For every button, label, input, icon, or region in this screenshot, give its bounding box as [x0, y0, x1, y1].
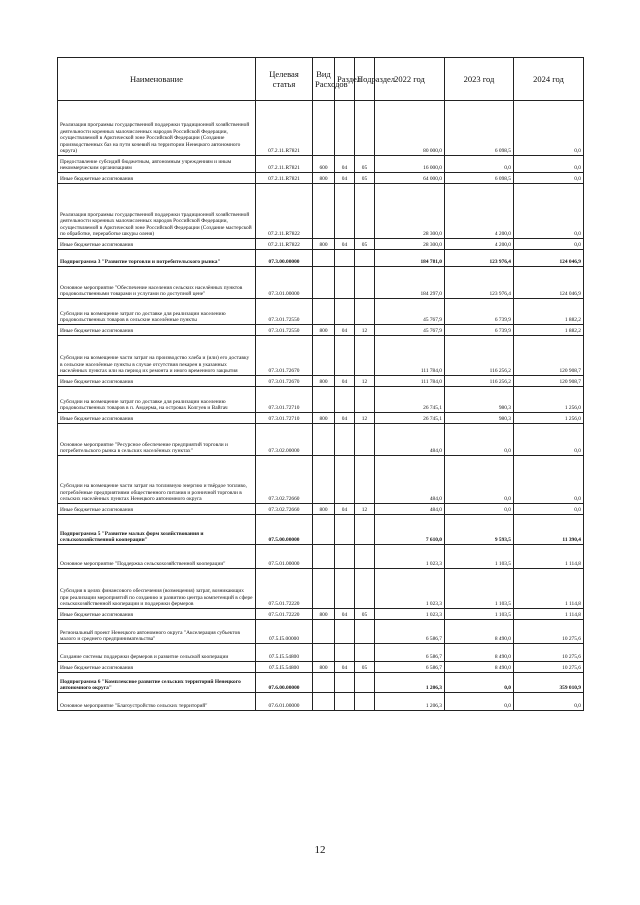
- table-row: [58, 693, 584, 711]
- cell-target: 07.5.01.72220: [256, 609, 313, 620]
- cell-2024: 0,0: [514, 101, 584, 156]
- cell-subsection: [355, 569, 375, 609]
- cell-name: Реализация программы государственной поддержки традиционной хозяйственной деятельности коренных малочисленных народов Российской Федерации, осуществляемой в Арктической зоне Российской Федерации (Создание производственных баз на пути кочевий на территории Ненецкого автономного округа): [58, 101, 256, 156]
- cell-name: Основное мероприятие "Благоустройство сельских территорий": [58, 693, 256, 711]
- cell-subsection: [355, 515, 375, 545]
- cell-kind: [313, 387, 335, 413]
- cell-section: 04: [335, 662, 355, 673]
- table-body: [58, 101, 584, 711]
- cell-subsection: 12: [355, 413, 375, 424]
- cell-subsection: 05: [355, 609, 375, 620]
- table-row: [58, 325, 584, 336]
- cell-2024: 11 390,4: [514, 515, 584, 545]
- cell-2024: 0,0: [514, 239, 584, 250]
- cell-section: [335, 184, 355, 239]
- cell-2023: 980,3: [445, 413, 514, 424]
- cell-name: Иные бюджетные ассигнования: [58, 609, 256, 620]
- cell-2023: 1 103,5: [445, 569, 514, 609]
- cell-2022: 484,0: [375, 504, 445, 515]
- cell-kind: [313, 456, 335, 504]
- cell-2024: 10 275,6: [514, 644, 584, 662]
- cell-subsection: [355, 299, 375, 325]
- cell-name: Иные бюджетные ассигнования: [58, 504, 256, 515]
- cell-section: 04: [335, 239, 355, 250]
- cell-subsection: 05: [355, 239, 375, 250]
- cell-2023: 123 976,4: [445, 250, 514, 267]
- cell-name: Иные бюджетные ассигнования: [58, 413, 256, 424]
- cell-section: 04: [335, 156, 355, 173]
- cell-2023: 123 976,4: [445, 267, 514, 299]
- cell-name: Иные бюджетные ассигнования: [58, 173, 256, 184]
- cell-target: 07.3.01.72670: [256, 336, 313, 376]
- cell-kind: [313, 250, 335, 267]
- cell-2023: 8 490,0: [445, 644, 514, 662]
- cell-kind: [313, 101, 335, 156]
- cell-name: Основное мероприятие "Поддержка сельскохозяйственной кооперации": [58, 545, 256, 569]
- cell-name: Субсидии на возмещение затрат по доставке для реализации населению продовольственных товаров в сельские населённые пункты: [58, 299, 256, 325]
- cell-kind: [313, 693, 335, 711]
- cell-2024: 1 114,8: [514, 569, 584, 609]
- cell-2022: 1 206,3: [375, 673, 445, 693]
- cell-subsection: [355, 673, 375, 693]
- cell-kind: 800: [313, 662, 335, 673]
- cell-section: 04: [335, 173, 355, 184]
- cell-2023: 8 490,0: [445, 662, 514, 673]
- budget-table-page: [57, 57, 583, 711]
- header-subsection: Подраздел: [355, 58, 375, 101]
- cell-2023: 6 739,9: [445, 299, 514, 325]
- cell-target: 07.3.01.72670: [256, 376, 313, 387]
- cell-target: 07.5.I5.54800: [256, 662, 313, 673]
- table-row: [58, 267, 584, 299]
- cell-target: 07.3.01.72550: [256, 299, 313, 325]
- table-header-row: [58, 58, 584, 101]
- cell-name: Предоставление субсидий бюджетным, автономным учреждениям и иным некоммерческим организациям: [58, 156, 256, 173]
- cell-kind: [313, 673, 335, 693]
- cell-2024: 0,0: [514, 173, 584, 184]
- cell-name: Субсидии на возмещение затрат по доставке для реализации населению продовольственных товаров в п. Амдерма, на островах Колгуев и Вайгач: [58, 387, 256, 413]
- cell-2024: 10 275,6: [514, 620, 584, 644]
- cell-target: 07.5.01.00000: [256, 545, 313, 569]
- cell-2024: 1 256,0: [514, 413, 584, 424]
- cell-section: [335, 424, 355, 456]
- cell-2023: 0,0: [445, 673, 514, 693]
- cell-2023: 8 490,0: [445, 620, 514, 644]
- cell-2024: 120 908,7: [514, 376, 584, 387]
- cell-section: 04: [335, 413, 355, 424]
- cell-name: Иные бюджетные ассигнования: [58, 325, 256, 336]
- cell-2024: 0,0: [514, 504, 584, 515]
- cell-2022: 26 745,1: [375, 413, 445, 424]
- table-row: [58, 413, 584, 424]
- table-row: [58, 376, 584, 387]
- cell-2023: 1 103,5: [445, 609, 514, 620]
- cell-name: Создание системы поддержки фермеров и развитие сельской кооперации: [58, 644, 256, 662]
- cell-2024: 124 046,9: [514, 250, 584, 267]
- cell-kind: 800: [313, 325, 335, 336]
- cell-section: 04: [335, 376, 355, 387]
- cell-2024: 0,0: [514, 424, 584, 456]
- cell-target: 07.3.02.00000: [256, 424, 313, 456]
- cell-subsection: [355, 184, 375, 239]
- cell-subsection: [355, 693, 375, 711]
- table-row: [58, 173, 584, 184]
- cell-2022: 16 000,0: [375, 156, 445, 173]
- table-row: [58, 336, 584, 376]
- cell-subsection: 05: [355, 156, 375, 173]
- cell-section: [335, 299, 355, 325]
- cell-2023: 4 200,0: [445, 184, 514, 239]
- cell-target: 07.2.11.R7822: [256, 239, 313, 250]
- cell-section: [335, 456, 355, 504]
- table-row: [58, 156, 584, 173]
- cell-section: [335, 387, 355, 413]
- cell-subsection: 05: [355, 662, 375, 673]
- cell-2023: 6 098,5: [445, 173, 514, 184]
- table-row: [58, 299, 584, 325]
- cell-kind: [313, 620, 335, 644]
- cell-2022: 45 767,9: [375, 299, 445, 325]
- cell-2022: 1 023,3: [375, 569, 445, 609]
- cell-2022: 6 586,7: [375, 662, 445, 673]
- cell-section: [335, 545, 355, 569]
- cell-target: 07.6.00.00000: [256, 673, 313, 693]
- cell-2023: 0,0: [445, 693, 514, 711]
- cell-subsection: [355, 387, 375, 413]
- cell-target: 07.6.01.00000: [256, 693, 313, 711]
- cell-section: [335, 101, 355, 156]
- cell-subsection: [355, 644, 375, 662]
- header-name: Наименование: [58, 58, 256, 101]
- table-row: [58, 673, 584, 693]
- cell-2024: 1 882,2: [514, 325, 584, 336]
- cell-target: 07.3.01.72710: [256, 413, 313, 424]
- cell-2023: 116 256,2: [445, 336, 514, 376]
- cell-2022: 1 023,3: [375, 609, 445, 620]
- cell-name: Иные бюджетные ассигнования: [58, 662, 256, 673]
- cell-2024: 0,0: [514, 693, 584, 711]
- cell-2024: 1 114,8: [514, 545, 584, 569]
- cell-kind: [313, 569, 335, 609]
- cell-2022: 80 000,0: [375, 101, 445, 156]
- cell-2023: 9 593,5: [445, 515, 514, 545]
- cell-name: Субсидии на возмещение части затрат на производство хлеба и (или) его доставку в сельские населённые пункты в случае отсутствия пекарен в указанных населённых пунктах или на период их ремонта и иного временного закрытия: [58, 336, 256, 376]
- cell-name: Субсидии на возмещение части затрат на топливную энергию и твёрдое топливо, потреблённые предприятиями общественного питания и розничной торговли в сельских населённых пунктах Ненецкого автономного округа: [58, 456, 256, 504]
- cell-section: [335, 693, 355, 711]
- cell-name: Иные бюджетные ассигнования: [58, 239, 256, 250]
- cell-2022: 1 206,3: [375, 693, 445, 711]
- cell-target: 07.3.01.00000: [256, 267, 313, 299]
- cell-subsection: [355, 456, 375, 504]
- cell-2024: 359 010,9: [514, 673, 584, 693]
- header-2024: 2024 год: [514, 58, 584, 101]
- cell-kind: [313, 424, 335, 456]
- cell-2024: 10 275,6: [514, 662, 584, 673]
- cell-section: [335, 336, 355, 376]
- cell-2023: 980,3: [445, 387, 514, 413]
- cell-target: 07.5.01.72220: [256, 569, 313, 609]
- header-2022: 2022 год: [375, 58, 445, 101]
- cell-name: Субсидия в целях финансового обеспечения (возмещения) затрат, возникающих при реализации мероприятий по созданию и развитию центра компетенций в сфере сельскохозяйственной кооперации и поддержки фермеров: [58, 569, 256, 609]
- table-row: [58, 644, 584, 662]
- table-row: [58, 101, 584, 156]
- cell-section: 04: [335, 325, 355, 336]
- cell-name: Иные бюджетные ассигнования: [58, 376, 256, 387]
- cell-2022: 6 586,7: [375, 644, 445, 662]
- page-number: 12: [314, 844, 326, 856]
- cell-kind: [313, 336, 335, 376]
- cell-subsection: 05: [355, 173, 375, 184]
- cell-kind: 800: [313, 376, 335, 387]
- cell-section: [335, 644, 355, 662]
- table-row: [58, 545, 584, 569]
- cell-subsection: 12: [355, 376, 375, 387]
- cell-kind: 600: [313, 156, 335, 173]
- header-2023: 2023 год: [445, 58, 514, 101]
- table-row: [58, 609, 584, 620]
- cell-kind: [313, 545, 335, 569]
- header-kind: Вид Расходов: [313, 58, 335, 101]
- cell-target: 07.2.11.R7822: [256, 184, 313, 239]
- cell-target: 07.3.02.72660: [256, 456, 313, 504]
- cell-name: Основное мероприятие "Ресурсное обеспечение предприятий торговли и потребительского рынка в сельских населённых пунктах": [58, 424, 256, 456]
- cell-kind: [313, 644, 335, 662]
- cell-section: [335, 515, 355, 545]
- cell-kind: 800: [313, 504, 335, 515]
- cell-target: 07.5.I5.54800: [256, 644, 313, 662]
- cell-2022: 7 610,0: [375, 515, 445, 545]
- table-row: [58, 662, 584, 673]
- cell-2022: 45 767,9: [375, 325, 445, 336]
- cell-target: 07.2.11.R7821: [256, 173, 313, 184]
- cell-2023: 1 103,5: [445, 545, 514, 569]
- cell-2023: 6 098,5: [445, 101, 514, 156]
- cell-2023: 0,0: [445, 156, 514, 173]
- cell-2023: 0,0: [445, 456, 514, 504]
- table-row: [58, 387, 584, 413]
- cell-2023: 0,0: [445, 504, 514, 515]
- cell-2023: 0,0: [445, 424, 514, 456]
- cell-section: [335, 569, 355, 609]
- cell-2024: 120 908,7: [514, 336, 584, 376]
- cell-target: 07.3.01.72550: [256, 325, 313, 336]
- cell-2022: 1 023,3: [375, 545, 445, 569]
- cell-name: Основное мероприятие "Обеспечение населения сельских населённых пунктов продовольственными товарами и услугами по доступной цене": [58, 267, 256, 299]
- cell-subsection: [355, 424, 375, 456]
- cell-target: 07.5.I5.00000: [256, 620, 313, 644]
- cell-subsection: [355, 336, 375, 376]
- cell-2023: 6 739,9: [445, 325, 514, 336]
- table-row: [58, 515, 584, 545]
- cell-name: Подпрограмма 5 "Развитие малых форм хозяйствования и сельскохозяйственной кооперации": [58, 515, 256, 545]
- cell-section: [335, 250, 355, 267]
- cell-2022: 184 781,0: [375, 250, 445, 267]
- cell-name: Подпрограмма 3 "Развитие торговли и потребительского рынка": [58, 250, 256, 267]
- cell-2022: 64 000,0: [375, 173, 445, 184]
- cell-2023: 4 200,0: [445, 239, 514, 250]
- cell-name: Региональный проект Ненецкого автономного округа "Акселерация субъектов малого и среднего предпринимательства": [58, 620, 256, 644]
- header-target: Целевая статья: [256, 58, 313, 101]
- cell-target: 07.2.11.R7821: [256, 156, 313, 173]
- cell-target: 07.2.11.R7821: [256, 101, 313, 156]
- cell-2022: 26 745,1: [375, 387, 445, 413]
- cell-2023: 116 256,2: [445, 376, 514, 387]
- cell-subsection: [355, 545, 375, 569]
- cell-target: 07.3.00.00000: [256, 250, 313, 267]
- cell-2024: 0,0: [514, 456, 584, 504]
- cell-kind: [313, 299, 335, 325]
- cell-subsection: 12: [355, 504, 375, 515]
- cell-target: 07.3.01.72710: [256, 387, 313, 413]
- cell-2022: 28 300,0: [375, 239, 445, 250]
- cell-kind: [313, 515, 335, 545]
- cell-target: 07.3.02.72660: [256, 504, 313, 515]
- header-section: Раздел: [335, 58, 355, 101]
- cell-2024: 124 046,9: [514, 267, 584, 299]
- cell-2024: 1 256,0: [514, 387, 584, 413]
- cell-section: 04: [335, 609, 355, 620]
- table-row: [58, 250, 584, 267]
- cell-2022: 484,0: [375, 424, 445, 456]
- cell-2022: 28 300,0: [375, 184, 445, 239]
- cell-kind: 800: [313, 173, 335, 184]
- cell-subsection: 12: [355, 325, 375, 336]
- cell-kind: [313, 267, 335, 299]
- cell-name: Подпрограмма 6 "Комплексное развитие сельских территорий Ненецкого автономного округа": [58, 673, 256, 693]
- cell-2022: 6 586,7: [375, 620, 445, 644]
- cell-subsection: [355, 101, 375, 156]
- cell-subsection: [355, 267, 375, 299]
- cell-kind: [313, 184, 335, 239]
- cell-2024: 0,0: [514, 156, 584, 173]
- budget-table: [57, 57, 584, 711]
- table-row: [58, 620, 584, 644]
- table-row: [58, 504, 584, 515]
- cell-kind: 800: [313, 413, 335, 424]
- table-row: [58, 239, 584, 250]
- cell-2022: 111 784,0: [375, 336, 445, 376]
- cell-section: [335, 267, 355, 299]
- cell-target: 07.5.00.00000: [256, 515, 313, 545]
- table-row: [58, 184, 584, 239]
- cell-kind: 800: [313, 239, 335, 250]
- table-row: [58, 569, 584, 609]
- cell-2022: 111 784,0: [375, 376, 445, 387]
- cell-section: [335, 673, 355, 693]
- cell-section: [335, 620, 355, 644]
- cell-section: 04: [335, 504, 355, 515]
- cell-kind: 800: [313, 609, 335, 620]
- table-row: [58, 456, 584, 504]
- cell-subsection: [355, 250, 375, 267]
- cell-2024: 0,0: [514, 184, 584, 239]
- cell-subsection: [355, 620, 375, 644]
- cell-2024: 1 114,8: [514, 609, 584, 620]
- table-row: [58, 424, 584, 456]
- cell-2024: 1 882,2: [514, 299, 584, 325]
- cell-2022: 184 297,0: [375, 267, 445, 299]
- cell-name: Реализация программы государственной поддержки традиционной хозяйственной деятельности коренных малочисленных народов Российской Федерации, осуществляемой в Арктической зоне Российской Федерации (Создание мастерской по обработке, переработке шкуры оленя): [58, 184, 256, 239]
- cell-2022: 484,0: [375, 456, 445, 504]
